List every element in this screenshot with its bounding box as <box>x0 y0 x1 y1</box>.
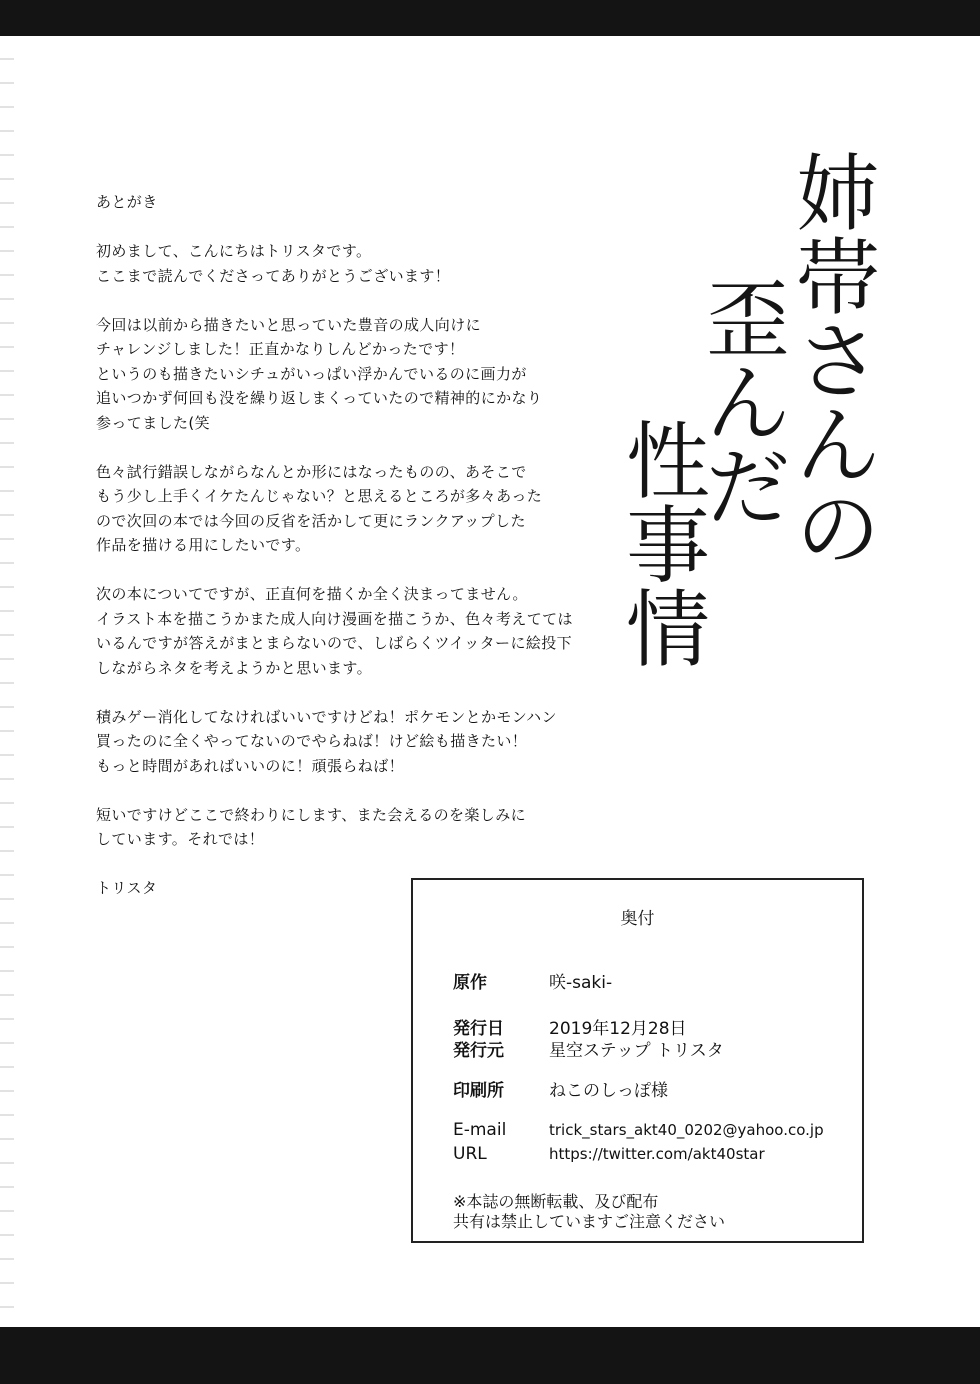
title-column-1: 姉 帯 さ ん の <box>795 145 880 579</box>
url-value: https://twitter.com/akt40star <box>549 1145 765 1163</box>
colophon-printer-row <box>453 1076 668 1101</box>
afterword-signature: トリスタ <box>96 879 158 897</box>
title-column-2: 歪 ん だ <box>705 271 790 537</box>
bottom-border <box>0 1327 980 1384</box>
colophon-url-row <box>453 1144 765 1164</box>
copyright-notice: ※本誌の無断転載、及び配布 共有は禁止していますご注意ください <box>453 1192 726 1231</box>
printer-label: 印刷所 <box>453 1081 504 1101</box>
colophon-publisher-row <box>453 1036 724 1061</box>
colophon-title: 奥付 <box>620 909 655 929</box>
colophon-box <box>411 878 864 1243</box>
afterword-paragraph: 短いですけどここで終わりにします、また会えるのを楽しみに しています。それでは！ <box>96 805 527 848</box>
original-label: 原作 <box>453 973 487 993</box>
afterword-paragraph: 今回は以前から描きたいと思っていた豊音の成人向けに チャレンジしました！正直かなりしんどかったです！ というのも描きたいシチュがいっぱい浮かんでいるのに画力が 追いつかず何回も没を繰り返しまくっていたので精神的にかなり 参ってました(笑 <box>96 315 543 432</box>
binding-edge <box>0 36 14 1327</box>
email-label: E-mail <box>453 1120 507 1140</box>
colophon-original-row <box>453 968 612 993</box>
date-value: 2019年12月28日 <box>549 1019 687 1039</box>
url-label: URL <box>453 1144 487 1164</box>
publisher-label: 発行元 <box>453 1041 504 1061</box>
date-label: 発行日 <box>453 1019 504 1039</box>
printer-value: ねこのしっぽ様 <box>549 1081 668 1101</box>
afterword <box>96 190 636 925</box>
email-value: trick_stars_akt40_0202@yahoo.co.jp <box>549 1121 824 1139</box>
afterword-paragraph: 積みゲー消化してなければいいですけどね！ポケモンとかモンハン 買ったのに全くやってないのでやらねば！けど絵も描きたい！ もっと時間があればいいのに！頑張らねば！ <box>96 707 557 775</box>
afterword-paragraph: 色々試行錯誤しながらなんとか形にはなったものの、あそこで もう少し上手くイケたんじゃない？と思えるところが多々あった ので次回の本では今回の反省を活かして更にランクアップした 作品を描ける用にしたいです。 <box>96 462 543 554</box>
top-border <box>0 0 980 36</box>
publisher-value: 星空ステップ トリスタ <box>549 1041 724 1061</box>
title-column-3: 性 事 情 <box>625 413 710 679</box>
afterword-heading: あとがき <box>96 193 158 211</box>
afterword-paragraph: 初めまして、こんにちはトリスタです。 ここまで読んでくださってありがとうございます！ <box>96 242 451 285</box>
original-value: 咲-saki- <box>549 973 613 993</box>
colophon-email-row <box>453 1120 824 1140</box>
afterword-paragraph: 次の本についてですが、正直何を描くか全く決まってません。 イラスト本を描こうかまた成人向け漫画を描こうか、色々考えてては いるんですが答えがまとまらないので、しばらくツイッターに絵投下 しながらネタを考えようかと思います。 <box>96 585 573 677</box>
